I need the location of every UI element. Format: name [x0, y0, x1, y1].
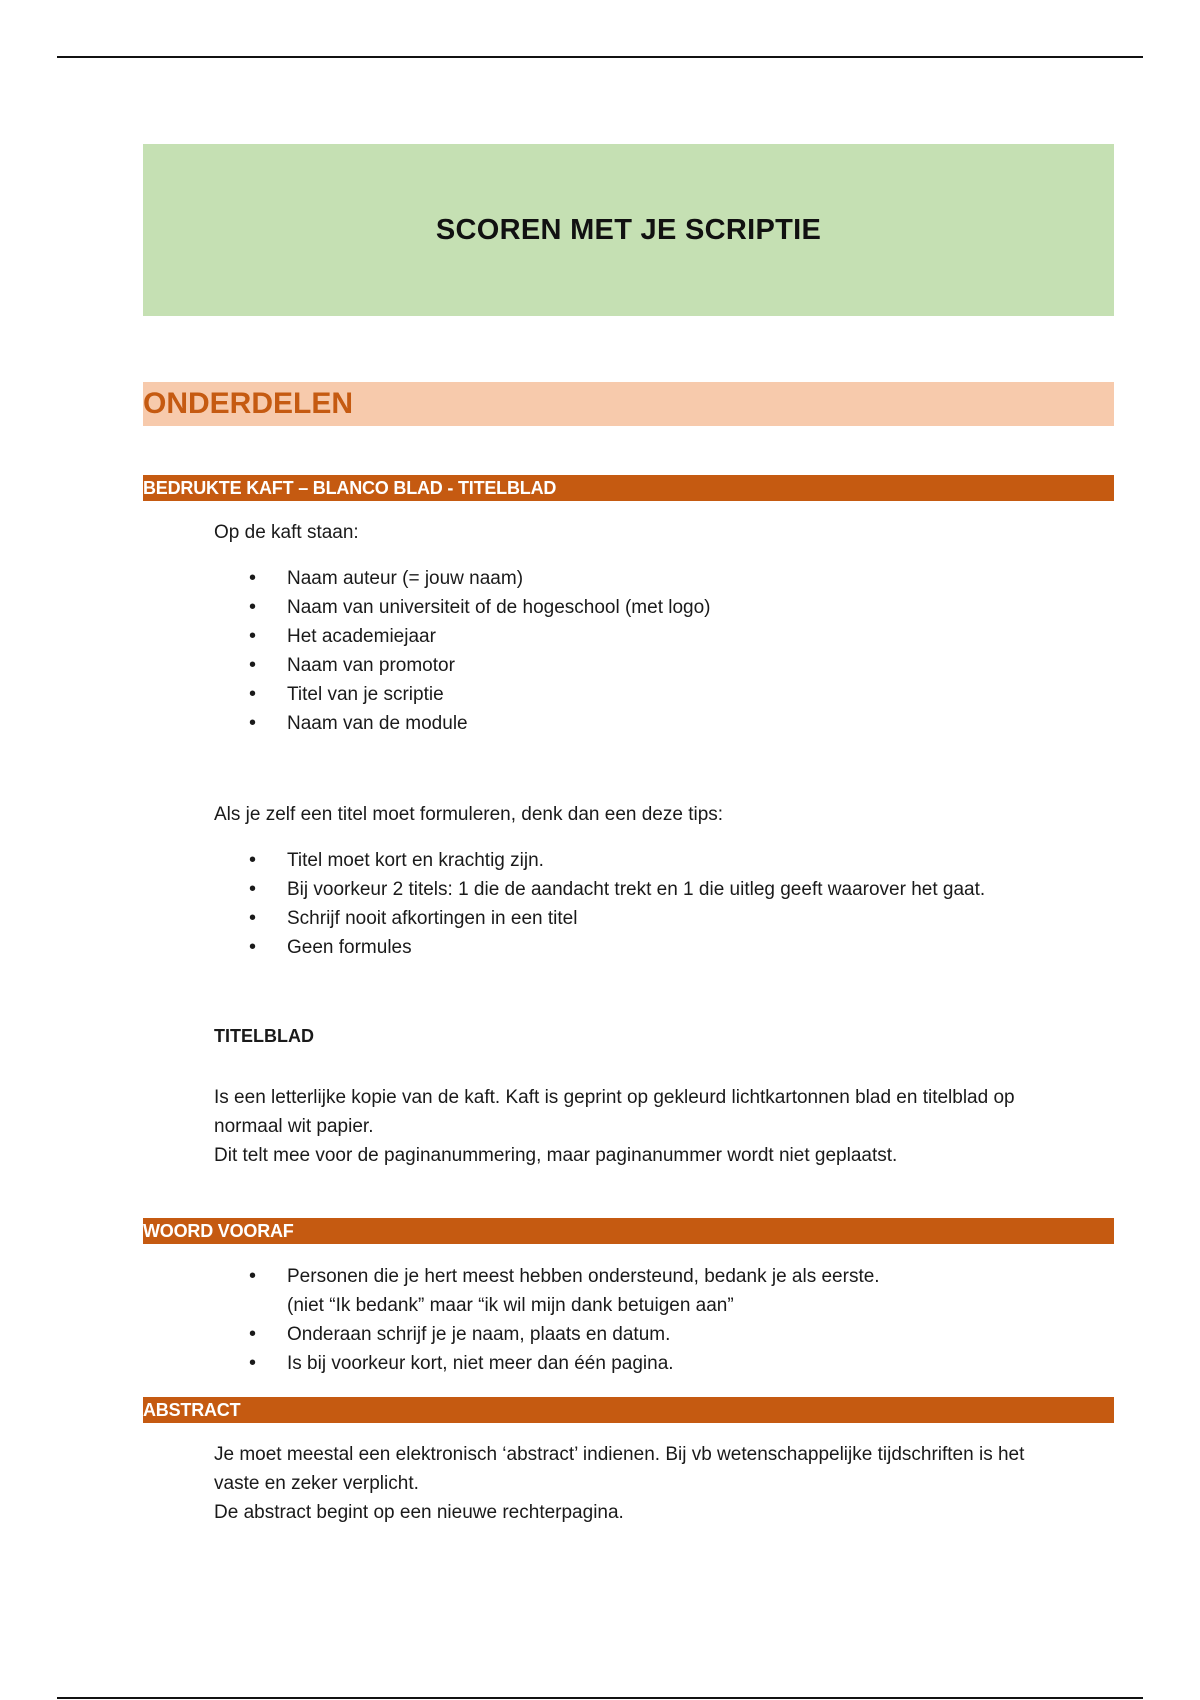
abstract-bar [143, 1397, 1114, 1423]
bottom-rule [57, 1697, 1143, 1699]
top-rule [57, 56, 1143, 58]
titelblad-line: Is een letterlijke kopie van de kaft. Kaft is geprint op gekleurd lichtkartonnen blad en titelblad op [214, 1087, 1015, 1108]
section-heading: ONDERDELEN [143, 387, 354, 420]
document-title: SCOREN MET JE SCRIPTIE [435, 213, 822, 246]
list-item: • Naam van promotor [214, 651, 1114, 680]
list-item: • Naam van de module [214, 709, 1114, 738]
woord-vooraf-bar [143, 1218, 1114, 1244]
list-item: • Onderaan schrijf je je naam, plaats en datum. [214, 1320, 1114, 1349]
list-item-line: Personen die je hert meest hebben ondersteund, bedank je als eerste. [287, 1266, 880, 1287]
list-item: • Naam van universiteit of de hogeschool (met logo) [214, 593, 1114, 622]
list-item: • Naam auteur (= jouw naam) [214, 564, 1114, 593]
list-item: • Bij voorkeur 2 titels: 1 die de aandacht trekt en 1 die uitleg geeft waarover het gaat. [214, 875, 1114, 904]
list-item-line: (niet “Ik bedank” maar “ik wil mijn dank betuigen aan” [287, 1295, 734, 1316]
kaft-bar [143, 475, 1114, 501]
section-heading-box [143, 382, 1114, 426]
tips-intro [214, 800, 1114, 829]
kaft-intro-text: Op de kaft staan: [214, 522, 359, 543]
woord-vooraf-bar-label: WOORD VOORAF [143, 1220, 294, 1241]
list-item: • Titel moet kort en krachtig zijn. [214, 846, 1114, 875]
abstract-line: vaste en zeker verplicht. [214, 1473, 419, 1494]
list-item: • Geen formules [214, 933, 1114, 962]
titelblad-paragraph [214, 1083, 1114, 1170]
tips-list [214, 846, 1114, 962]
kaft-list [214, 564, 1114, 738]
abstract-line: De abstract begint op een nieuwe rechterpagina. [214, 1502, 624, 1523]
titelblad-line: normaal wit papier. [214, 1116, 374, 1137]
list-item: • Het academiejaar [214, 622, 1114, 651]
abstract-paragraph [214, 1440, 1114, 1527]
document-title-box [143, 144, 1114, 316]
kaft-intro [214, 518, 1114, 547]
list-item: • Titel van je scriptie [214, 680, 1114, 709]
abstract-line: Je moet meestal een elektronisch ‘abstract’ indienen. Bij vb wetenschappelijke tijdschriften is het [214, 1444, 1025, 1465]
woord-vooraf-list [214, 1262, 1114, 1378]
kaft-bar-label: BEDRUKTE KAFT – BLANCO BLAD - TITELBLAD [143, 477, 557, 498]
abstract-bar-label: ABSTRACT [143, 1399, 241, 1420]
tips-intro-text: Als je zelf een titel moet formuleren, denk dan een deze tips: [214, 804, 724, 825]
titelblad-line: Dit telt mee voor de paginanummering, maar paginanummer wordt niet geplaatst. [214, 1145, 898, 1166]
titelblad-heading: TITELBLAD [214, 1026, 314, 1046]
list-item: • Schrijf nooit afkortingen in een titel [214, 904, 1114, 933]
list-item [214, 1262, 1114, 1320]
list-item: • Is bij voorkeur kort, niet meer dan één pagina. [214, 1349, 1114, 1378]
